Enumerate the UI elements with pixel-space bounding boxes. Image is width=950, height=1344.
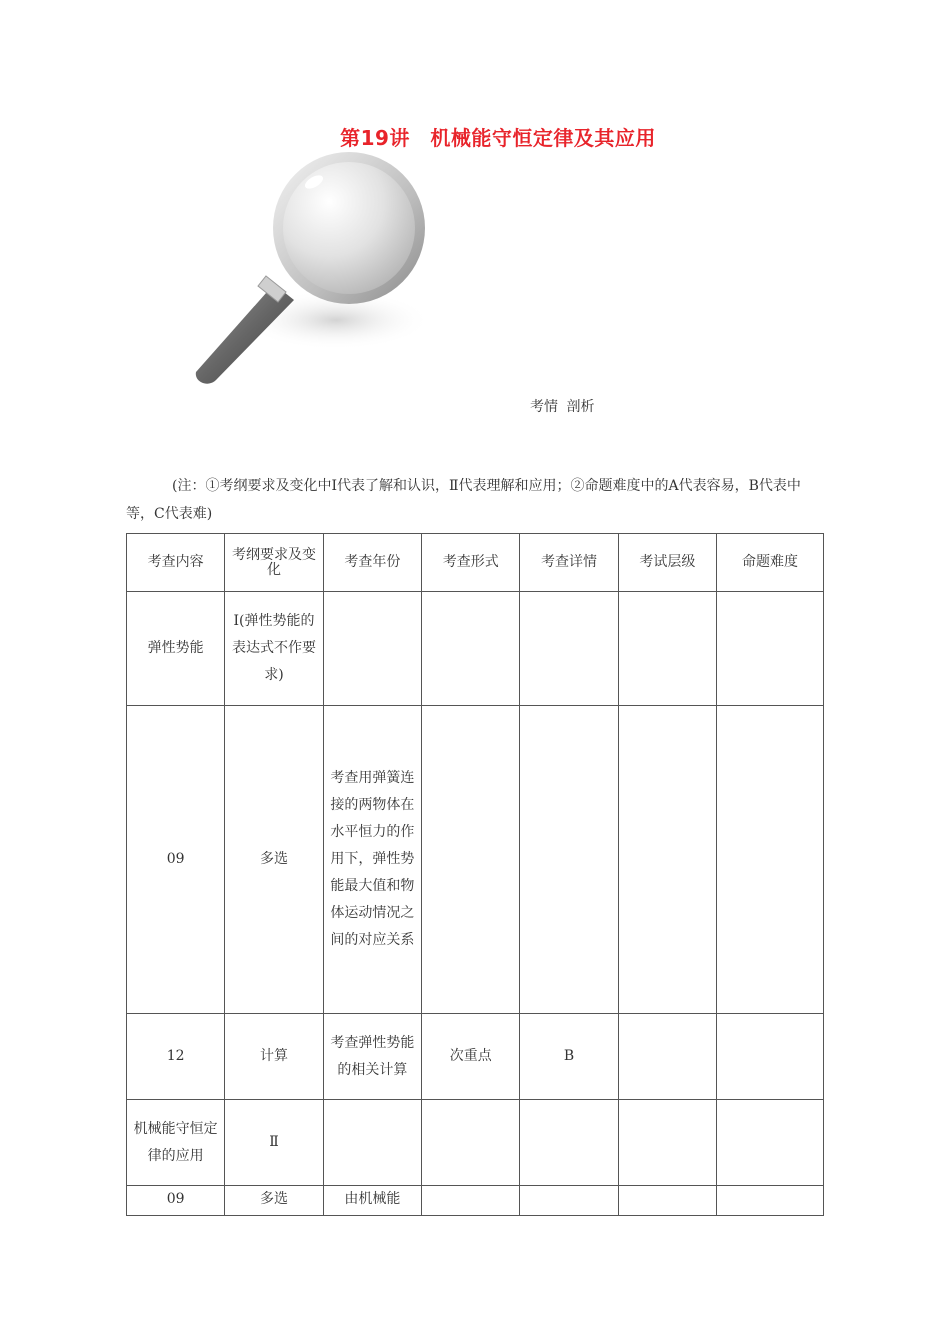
column-header: 考查内容 — [127, 534, 225, 592]
table-cell — [618, 1186, 716, 1216]
legend-note: (注：①考纲要求及变化中Ⅰ代表了解和认识，Ⅱ代表理解和应用；②命题难度中的A代表容易，B代表中等，C代表难) — [126, 478, 801, 522]
column-header: 考查详情 — [520, 534, 618, 592]
table-cell — [323, 592, 421, 706]
magnifying-glass-icon — [186, 150, 446, 395]
table-cell — [717, 592, 824, 706]
table-cell: 09 — [127, 1186, 225, 1216]
table-cell — [618, 592, 716, 706]
exam-analysis-table — [126, 533, 824, 1216]
table-row — [127, 1100, 824, 1186]
table-cell — [520, 1100, 618, 1186]
table-cell — [618, 1014, 716, 1100]
table-cell: 多选 — [225, 706, 323, 1014]
column-header: 命题难度 — [717, 534, 824, 592]
table-cell: Ⅰ(弹性势能的表达式不作要求) — [225, 592, 323, 706]
page-title: 第19讲 机械能守恒定律及其应用 — [340, 126, 656, 150]
table-row — [127, 706, 824, 1014]
table-cell: 考查弹性势能的相关计算 — [323, 1014, 421, 1100]
section-heading: 考情 剖析 — [530, 399, 595, 415]
table-cell: 机械能守恒定律的应用 — [127, 1100, 225, 1186]
table-header-row — [127, 534, 824, 592]
table-cell — [717, 1100, 824, 1186]
table-cell — [717, 1014, 824, 1100]
column-header: 考查形式 — [422, 534, 520, 592]
table-cell — [520, 592, 618, 706]
table-row — [127, 592, 824, 706]
table-cell — [422, 1100, 520, 1186]
table-cell — [422, 1186, 520, 1216]
table-cell — [717, 706, 824, 1014]
table-cell — [422, 592, 520, 706]
table-cell: 计算 — [225, 1014, 323, 1100]
table-cell: 12 — [127, 1014, 225, 1100]
table-cell: 09 — [127, 706, 225, 1014]
table-cell: 多选 — [225, 1186, 323, 1216]
table-cell — [717, 1186, 824, 1216]
table-cell — [422, 706, 520, 1014]
table-cell — [323, 1100, 421, 1186]
column-header: 考试层级 — [618, 534, 716, 592]
table-cell: 由机械能 — [323, 1186, 421, 1216]
table-cell — [520, 706, 618, 1014]
table-cell: 次重点 — [422, 1014, 520, 1100]
table-cell — [618, 706, 716, 1014]
table-row — [127, 1014, 824, 1100]
table-cell: 弹性势能 — [127, 592, 225, 706]
table-cell: 考查用弹簧连接的两物体在水平恒力的作用下，弹性势能最大值和物体运动情况之间的对应关系 — [323, 706, 421, 1014]
column-header: 考纲要求及变化 — [225, 534, 323, 592]
table-cell — [618, 1100, 716, 1186]
table-cell: Ⅱ — [225, 1100, 323, 1186]
table-cell: B — [520, 1014, 618, 1100]
table-row — [127, 1186, 824, 1216]
table-cell — [520, 1186, 618, 1216]
column-header: 考查年份 — [323, 534, 421, 592]
